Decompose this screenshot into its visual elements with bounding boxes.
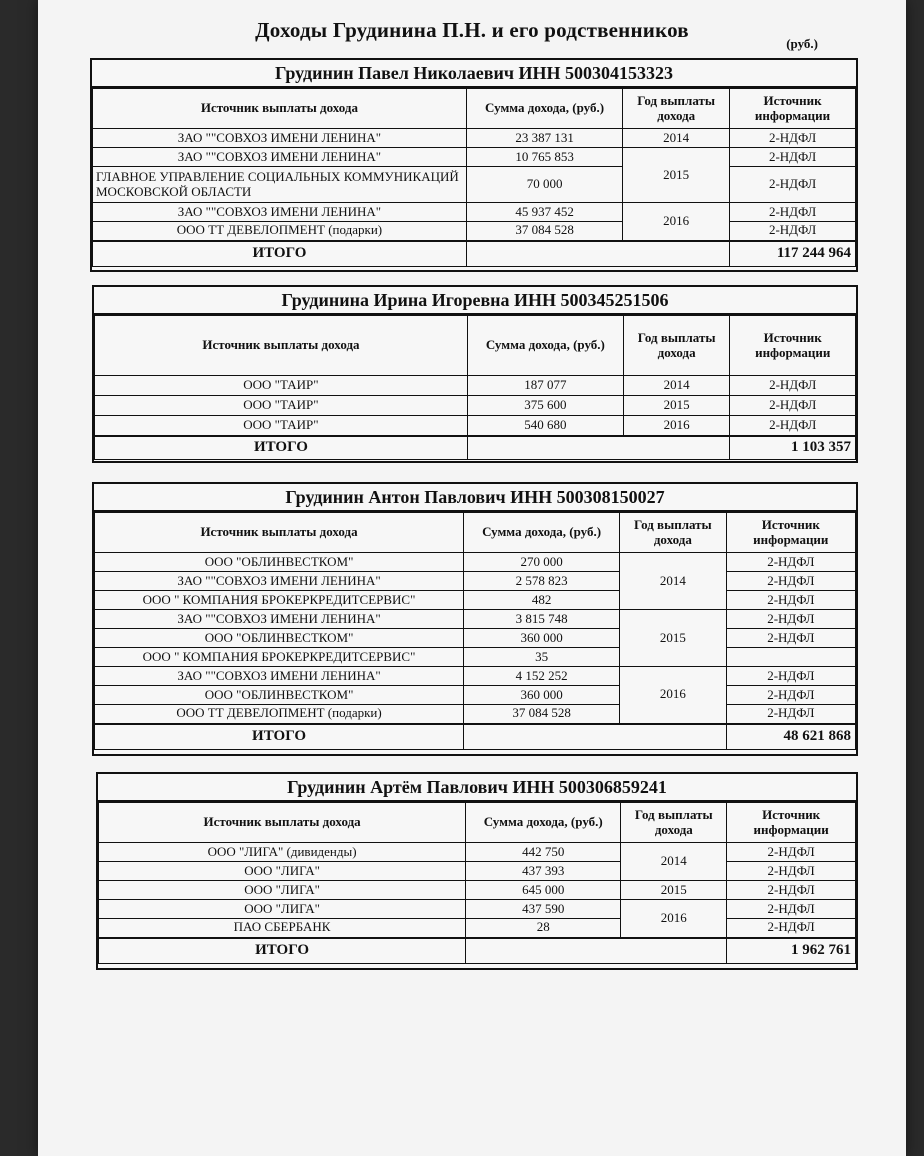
income-table <box>94 512 856 750</box>
row-info <box>726 648 855 667</box>
row-source: ООО "ТАИР" <box>95 376 468 396</box>
row-year: 2015 <box>623 396 730 416</box>
header-source: Источник выплаты дохода <box>93 89 467 129</box>
header-source: Источник выплаты дохода <box>99 803 466 843</box>
section-heading: Грудинина Ирина Игоревна ИНН 500345251506 <box>94 287 856 315</box>
row-info: 2-НДФЛ <box>730 129 856 148</box>
row-year: 2014 <box>623 129 730 148</box>
header-year: Год выплаты дохода <box>623 89 730 129</box>
row-source: ООО "ЛИГА" <box>99 862 466 881</box>
header-source: Источник выплаты дохода <box>95 513 464 553</box>
row-year: 2016 <box>623 203 730 241</box>
table-row <box>95 705 856 724</box>
row-source: ЗАО ""СОВХОЗ ИМЕНИ ЛЕНИНА" <box>93 129 467 148</box>
table-row <box>95 416 856 436</box>
row-amount: 37 084 528 <box>464 705 620 724</box>
row-info: 2-НДФЛ <box>727 862 856 881</box>
row-year: 2015 <box>623 148 730 203</box>
table-row <box>93 203 856 222</box>
row-amount: 360 000 <box>464 686 620 705</box>
document-title: Доходы Грудинина П.Н. и его родственников <box>255 18 689 42</box>
row-amount: 360 000 <box>464 629 620 648</box>
total-row <box>95 724 856 750</box>
total-label: ИТОГО <box>99 938 466 964</box>
row-source: ООО "ОБЛИНВЕСТКОМ" <box>95 686 464 705</box>
header-amount: Сумма дохода, (руб.) <box>466 803 621 843</box>
table-row <box>95 572 856 591</box>
row-source: ЗАО ""СОВХОЗ ИМЕНИ ЛЕНИНА" <box>95 610 464 629</box>
total-value: 48 621 868 <box>726 724 855 750</box>
table-row <box>95 591 856 610</box>
table-row <box>95 396 856 416</box>
header-info: Источник информации <box>730 89 856 129</box>
row-amount: 442 750 <box>466 843 621 862</box>
table-row <box>93 148 856 167</box>
row-info: 2-НДФЛ <box>730 376 856 396</box>
total-row <box>95 436 856 460</box>
row-source: ЗАО ""СОВХОЗ ИМЕНИ ЛЕНИНА" <box>93 148 467 167</box>
table-row <box>93 129 856 148</box>
row-info: 2-НДФЛ <box>726 610 855 629</box>
total-row <box>99 938 856 964</box>
header-info: Источник информации <box>730 316 856 376</box>
row-info: 2-НДФЛ <box>730 203 856 222</box>
header-amount: Сумма дохода, (руб.) <box>464 513 620 553</box>
row-source: ООО "ОБЛИНВЕСТКОМ" <box>95 553 464 572</box>
row-source: ООО "ОБЛИНВЕСТКОМ" <box>95 629 464 648</box>
row-amount: 35 <box>464 648 620 667</box>
row-year: 2016 <box>621 900 727 938</box>
row-info: 2-НДФЛ <box>726 705 855 724</box>
total-value: 1 103 357 <box>730 436 856 460</box>
row-amount: 3 815 748 <box>464 610 620 629</box>
row-source: ЗАО ""СОВХОЗ ИМЕНИ ЛЕНИНА" <box>93 203 467 222</box>
row-source: ООО ТТ ДЕВЕЛОПМЕНТ (подарки) <box>93 222 467 241</box>
table-row <box>93 167 856 203</box>
table-row <box>95 667 856 686</box>
row-year: 2014 <box>620 553 727 610</box>
row-info: 2-НДФЛ <box>727 843 856 862</box>
row-info: 2-НДФЛ <box>726 667 855 686</box>
table-row <box>93 222 856 241</box>
row-year: 2015 <box>621 881 727 900</box>
row-year: 2016 <box>620 667 727 724</box>
row-source: ООО ТТ ДЕВЕЛОПМЕНТ (подарки) <box>95 705 464 724</box>
table-row <box>95 648 856 667</box>
table-row <box>95 610 856 629</box>
table-row <box>95 553 856 572</box>
row-info: 2-НДФЛ <box>727 900 856 919</box>
header-year: Год выплаты дохода <box>623 316 730 376</box>
table-row <box>95 376 856 396</box>
section-heading: Грудинин Артём Павлович ИНН 500306859241 <box>98 774 856 802</box>
row-amount: 37 084 528 <box>466 222 622 241</box>
header-info: Источник информации <box>726 513 855 553</box>
table-row <box>95 629 856 648</box>
table-row <box>99 843 856 862</box>
row-info: 2-НДФЛ <box>730 148 856 167</box>
section-irina <box>92 285 858 463</box>
income-table <box>94 315 856 460</box>
row-amount: 23 387 131 <box>466 129 622 148</box>
row-source: ООО " КОМПАНИЯ БРОКЕРКРЕДИТСЕРВИС" <box>95 648 464 667</box>
header-info: Источник информации <box>727 803 856 843</box>
section-artyom <box>96 772 858 970</box>
section-pavel <box>90 58 858 272</box>
row-amount: 187 077 <box>467 376 623 396</box>
header-amount: Сумма дохода, (руб.) <box>467 316 623 376</box>
row-source: ООО " КОМПАНИЯ БРОКЕРКРЕДИТСЕРВИС" <box>95 591 464 610</box>
row-amount: 482 <box>464 591 620 610</box>
row-year: 2014 <box>621 843 727 881</box>
section-heading: Грудинин Антон Павлович ИНН 500308150027 <box>94 484 856 512</box>
income-table <box>92 88 856 267</box>
total-label: ИТОГО <box>95 724 464 750</box>
row-info: 2-НДФЛ <box>726 591 855 610</box>
row-year: 2016 <box>623 416 730 436</box>
document-page <box>38 0 906 1156</box>
row-info: 2-НДФЛ <box>726 553 855 572</box>
header-year: Год выплаты дохода <box>621 803 727 843</box>
row-info: 2-НДФЛ <box>726 629 855 648</box>
header-amount: Сумма дохода, (руб.) <box>466 89 622 129</box>
row-amount: 645 000 <box>466 881 621 900</box>
row-info: 2-НДФЛ <box>726 572 855 591</box>
row-amount: 4 152 252 <box>464 667 620 686</box>
row-info: 2-НДФЛ <box>730 167 856 203</box>
row-info: 2-НДФЛ <box>726 686 855 705</box>
row-amount: 540 680 <box>467 416 623 436</box>
row-source: ПАО СБЕРБАНК <box>99 919 466 938</box>
row-source: ООО "ТАИР" <box>95 416 468 436</box>
row-source: ООО "ЛИГА" <box>99 900 466 919</box>
unit-label: (руб.) <box>786 36 818 51</box>
row-amount: 45 937 452 <box>466 203 622 222</box>
row-amount: 375 600 <box>467 396 623 416</box>
row-info: 2-НДФЛ <box>730 416 856 436</box>
row-amount: 437 393 <box>466 862 621 881</box>
total-label: ИТОГО <box>93 241 467 267</box>
table-row <box>95 686 856 705</box>
row-info: 2-НДФЛ <box>730 396 856 416</box>
total-row <box>93 241 856 267</box>
section-heading: Грудинин Павел Николаевич ИНН 500304153323 <box>92 60 856 88</box>
row-source: ЗАО ""СОВХОЗ ИМЕНИ ЛЕНИНА" <box>95 572 464 591</box>
row-year: 2015 <box>620 610 727 667</box>
total-value: 117 244 964 <box>730 241 856 267</box>
row-amount: 28 <box>466 919 621 938</box>
table-row <box>99 919 856 938</box>
row-amount: 70 000 <box>466 167 622 203</box>
total-label: ИТОГО <box>95 436 468 460</box>
header-year: Год выплаты дохода <box>620 513 727 553</box>
row-amount: 437 590 <box>466 900 621 919</box>
table-row <box>99 881 856 900</box>
table-row <box>99 862 856 881</box>
row-amount: 10 765 853 <box>466 148 622 167</box>
total-value: 1 962 761 <box>727 938 856 964</box>
row-source: ГЛАВНОЕ УПРАВЛЕНИЕ СОЦИАЛЬНЫХ КОММУНИКАЦИЙ МОСКОВСКОЙ ОБЛАСТИ <box>93 167 467 203</box>
row-year: 2014 <box>623 376 730 396</box>
row-source: ООО "ЛИГА" <box>99 881 466 900</box>
row-info: 2-НДФЛ <box>727 919 856 938</box>
income-table <box>98 802 856 964</box>
table-row <box>99 900 856 919</box>
row-info: 2-НДФЛ <box>730 222 856 241</box>
row-source: ООО "ЛИГА" (дивиденды) <box>99 843 466 862</box>
header-source: Источник выплаты дохода <box>95 316 468 376</box>
section-anton <box>92 482 858 756</box>
row-source: ЗАО ""СОВХОЗ ИМЕНИ ЛЕНИНА" <box>95 667 464 686</box>
row-amount: 2 578 823 <box>464 572 620 591</box>
row-amount: 270 000 <box>464 553 620 572</box>
row-source: ООО "ТАИР" <box>95 396 468 416</box>
row-info: 2-НДФЛ <box>727 881 856 900</box>
